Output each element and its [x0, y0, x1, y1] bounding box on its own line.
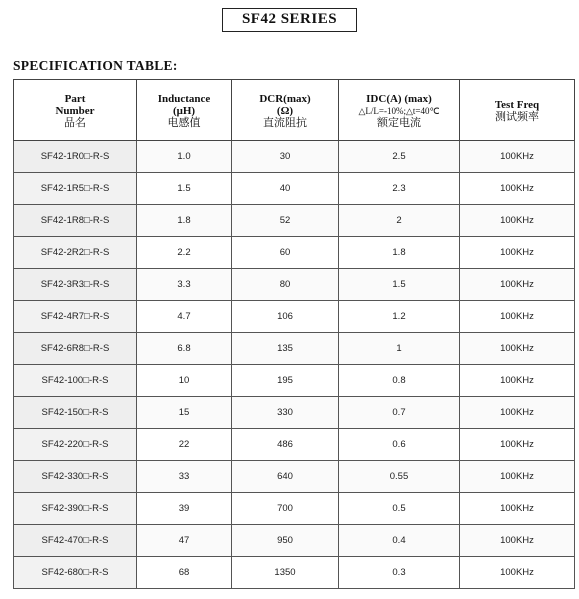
idc-cell: 0.5: [339, 493, 460, 525]
header-inductance-line1: Inductance: [157, 93, 211, 105]
table-row: [14, 365, 575, 397]
test-freq-cell: 100KHz: [460, 557, 575, 589]
dcr-cell: 106: [232, 301, 339, 333]
test-freq-cell: 100KHz: [460, 205, 575, 237]
dcr-cell: 80: [232, 269, 339, 301]
header-dcr-line2: (Ω): [276, 105, 294, 117]
section-title: SPECIFICATION TABLE:: [13, 58, 178, 73]
part-number-cell: SF42-100□-R-S: [14, 365, 137, 397]
part-number-cell: SF42-2R2□-R-S: [14, 237, 137, 269]
test-freq-cell: 100KHz: [460, 397, 575, 429]
header-dcr: [232, 80, 339, 141]
test-freq-cell: 100KHz: [460, 333, 575, 365]
part-number-cell: SF42-1R8□-R-S: [14, 205, 137, 237]
table-row: [14, 141, 575, 173]
table-row: [14, 493, 575, 525]
table-row: [14, 173, 575, 205]
header-inductance-cn: 电感值: [167, 117, 201, 129]
dcr-cell: 700: [232, 493, 339, 525]
table-row: [14, 333, 575, 365]
inductance-cell: 4.7: [137, 301, 232, 333]
idc-cell: 1.8: [339, 237, 460, 269]
test-freq-cell: 100KHz: [460, 461, 575, 493]
table-body: [14, 141, 575, 589]
test-freq-cell: 100KHz: [460, 237, 575, 269]
specification-table: [13, 79, 575, 589]
test-freq-cell: 100KHz: [460, 365, 575, 397]
inductance-cell: 15: [137, 397, 232, 429]
table-row: [14, 525, 575, 557]
part-number-cell: SF42-6R8□-R-S: [14, 333, 137, 365]
header-part-line2: Number: [55, 105, 95, 117]
idc-cell: 1.2: [339, 301, 460, 333]
inductance-cell: 3.3: [137, 269, 232, 301]
idc-cell: 0.6: [339, 429, 460, 461]
table-row: [14, 397, 575, 429]
inductance-cell: 1.5: [137, 173, 232, 205]
idc-cell: 2: [339, 205, 460, 237]
dcr-cell: 40: [232, 173, 339, 205]
header-freq-line1: Test Freq: [494, 99, 540, 111]
table-header-row: [14, 80, 575, 141]
header-idc-condition: △L/L=-10%;△t=40℃: [358, 106, 440, 116]
inductance-cell: 22: [137, 429, 232, 461]
dcr-cell: 486: [232, 429, 339, 461]
header-dcr-line1: DCR(max): [259, 93, 311, 105]
inductance-cell: 33: [137, 461, 232, 493]
inductance-cell: 6.8: [137, 333, 232, 365]
inductance-cell: 47: [137, 525, 232, 557]
idc-cell: 0.7: [339, 397, 460, 429]
idc-cell: 0.3: [339, 557, 460, 589]
table-row: [14, 205, 575, 237]
inductance-cell: 10: [137, 365, 232, 397]
inductance-cell: 1.0: [137, 141, 232, 173]
part-number-cell: SF42-1R5□-R-S: [14, 173, 137, 205]
part-number-cell: SF42-4R7□-R-S: [14, 301, 137, 333]
test-freq-cell: 100KHz: [460, 141, 575, 173]
table-row: [14, 269, 575, 301]
header-freq-cn: 测试频率: [495, 111, 539, 123]
header-part-line1: Part: [64, 93, 86, 105]
header-test-freq: [460, 80, 575, 141]
header-inductance-line2: (μH): [172, 105, 196, 117]
test-freq-cell: 100KHz: [460, 429, 575, 461]
dcr-cell: 52: [232, 205, 339, 237]
header-idc-line1: IDC(A) (max): [366, 93, 432, 105]
test-freq-cell: 100KHz: [460, 269, 575, 301]
inductance-cell: 2.2: [137, 237, 232, 269]
part-number-cell: SF42-220□-R-S: [14, 429, 137, 461]
idc-cell: 2.3: [339, 173, 460, 205]
idc-cell: 2.5: [339, 141, 460, 173]
part-number-cell: SF42-470□-R-S: [14, 525, 137, 557]
dcr-cell: 330: [232, 397, 339, 429]
table-row: [14, 429, 575, 461]
idc-cell: 0.4: [339, 525, 460, 557]
part-number-cell: SF42-390□-R-S: [14, 493, 137, 525]
dcr-cell: 195: [232, 365, 339, 397]
test-freq-cell: 100KHz: [460, 493, 575, 525]
table-row: [14, 461, 575, 493]
header-part-number: [14, 80, 137, 141]
idc-cell: 0.8: [339, 365, 460, 397]
idc-cell: 1.5: [339, 269, 460, 301]
part-number-cell: SF42-1R0□-R-S: [14, 141, 137, 173]
table-row: [14, 557, 575, 589]
part-number-cell: SF42-3R3□-R-S: [14, 269, 137, 301]
test-freq-cell: 100KHz: [460, 525, 575, 557]
table-row: [14, 301, 575, 333]
test-freq-cell: 100KHz: [460, 173, 575, 205]
inductance-cell: 39: [137, 493, 232, 525]
header-idc-cn: 额定电流: [377, 117, 421, 129]
idc-cell: 1: [339, 333, 460, 365]
table-row: [14, 237, 575, 269]
inductance-cell: 1.8: [137, 205, 232, 237]
idc-cell: 0.55: [339, 461, 460, 493]
dcr-cell: 135: [232, 333, 339, 365]
part-number-cell: SF42-150□-R-S: [14, 397, 137, 429]
header-idc: [339, 80, 460, 141]
dcr-cell: 1350: [232, 557, 339, 589]
header-dcr-cn: 直流阻抗: [263, 117, 307, 129]
header-part-cn: 品名: [64, 117, 86, 129]
dcr-cell: 30: [232, 141, 339, 173]
inductance-cell: 68: [137, 557, 232, 589]
dcr-cell: 60: [232, 237, 339, 269]
dcr-cell: 950: [232, 525, 339, 557]
series-title: SF42 SERIES: [222, 8, 357, 32]
part-number-cell: SF42-330□-R-S: [14, 461, 137, 493]
dcr-cell: 640: [232, 461, 339, 493]
part-number-cell: SF42-680□-R-S: [14, 557, 137, 589]
test-freq-cell: 100KHz: [460, 301, 575, 333]
header-inductance: [137, 80, 232, 141]
